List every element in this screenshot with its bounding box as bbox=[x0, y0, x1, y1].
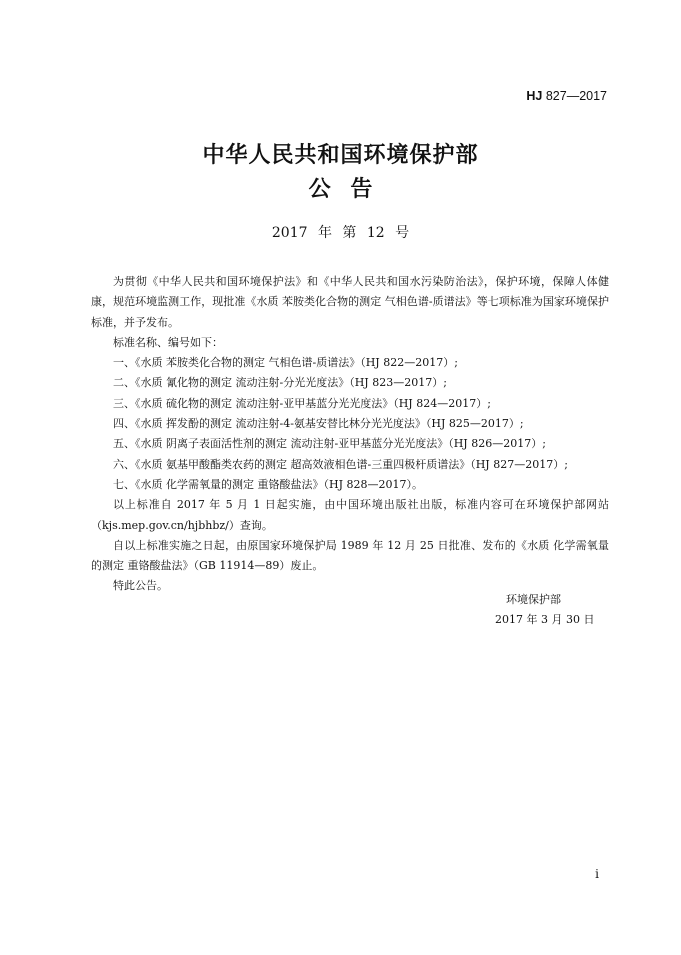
notice-body bbox=[91, 272, 609, 597]
notice-title: 公 告 bbox=[308, 177, 373, 202]
closing-line: 特此公告。 bbox=[113, 579, 168, 593]
effective-date-paragraph: 以上标准自 2017 年 5 月 1 日起实施，由中国环境出版社出版，标准内容可在环境保护部网站（kjs.mep.gov.cn/hjbhbz/）查询。 bbox=[91, 498, 609, 532]
list-heading: 标准名称、编号如下： bbox=[113, 335, 223, 349]
standard-code bbox=[526, 89, 607, 103]
standard-item-4: 四、《水质 挥发酚的测定 流动注射-4-氨基安替比林分光光度法》（HJ 825—2017）; bbox=[113, 417, 524, 431]
ministry-title: 中华人民共和国环境保护部 bbox=[202, 143, 479, 168]
standard-code-prefix: HJ bbox=[526, 89, 543, 103]
signature-org: 环境保护部 bbox=[506, 593, 561, 606]
intro-paragraph: 为贯彻《中华人民共和国环境保护法》和《中华人民共和国水污染防治法》，保护环境，保障人体健康，规范环境监测工作，现批准《水质 苯胺类化合物的测定 气相色谱-质谱法》等七项标准为国家环境保护标准，并予发布。 bbox=[91, 275, 609, 329]
page-number: i bbox=[595, 867, 599, 881]
standard-item-6: 六、《水质 氨基甲酸酯类农药的测定 超高效液相色谱-三重四极杆质谱法》（HJ 827—2017）; bbox=[113, 457, 568, 471]
standard-item-2: 二、《水质 氰化物的测定 流动注射-分光光度法》（HJ 823—2017）; bbox=[113, 376, 447, 390]
signature-block bbox=[495, 590, 594, 630]
standard-item-3: 三、《水质 硫化物的测定 流动注射-亚甲基蓝分光光度法》（HJ 824—2017）; bbox=[113, 396, 491, 410]
standard-item-7: 七、《水质 化学需氧量的测定 重铬酸盐法》（HJ 828—2017）。 bbox=[113, 477, 423, 491]
standard-item-5: 五、《水质 阴离子表面活性剂的测定 流动注射-亚甲基蓝分光光度法》（HJ 826—2017）; bbox=[113, 437, 546, 451]
repeal-paragraph: 自以上标准实施之日起，由原国家环境保护局 1989 年 12 月 25 日批准、发布的《水质 化学需氧量的测定 重铬酸盐法》（GB 11914—89）废止。 bbox=[91, 538, 609, 573]
signature-date: 2017 年 3 月 30 日 bbox=[495, 613, 595, 626]
standard-item-1: 一、《水质 苯胺类化合物的测定 气相色谱-质谱法》（HJ 822—2017）; bbox=[113, 356, 458, 370]
issue-number: 2017 年 第 12 号 bbox=[271, 225, 410, 241]
standard-code-number: 827—2017 bbox=[542, 89, 607, 103]
